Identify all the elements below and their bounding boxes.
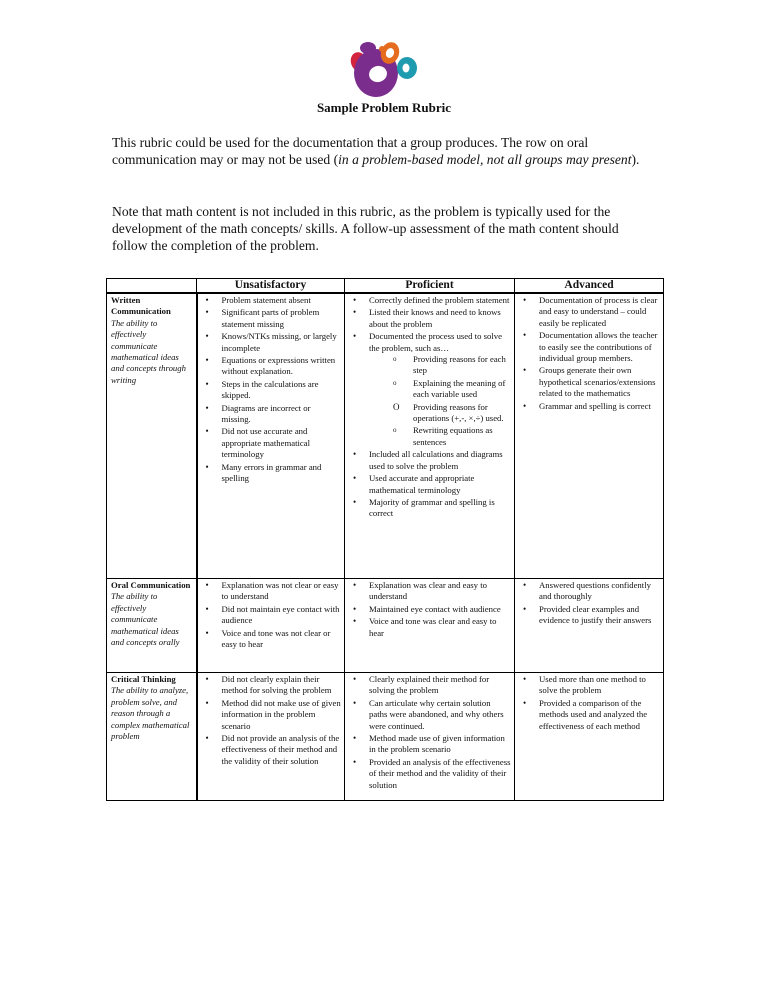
unsatisfactory-cell xyxy=(197,293,345,579)
rubric-bullet: • Steps in the calculations are skipped. xyxy=(200,379,342,402)
rubric-bullet: • Explanation was not clear or easy to understand xyxy=(200,580,342,603)
rubric-bullet: • Method made use of given information in the problem scenario xyxy=(347,733,511,756)
rubric-bullet: • Maintained eye contact with audience xyxy=(347,604,511,615)
rubric-row-written-communication xyxy=(107,293,664,579)
organization-logo xyxy=(350,40,422,98)
rubric-bullet: • Did not clearly explain their method for solving the problem xyxy=(200,674,342,697)
rubric-bullet: • Diagrams are incorrect or missing. xyxy=(200,403,342,426)
advanced-cell xyxy=(515,673,664,801)
proficient-cell xyxy=(345,673,515,801)
rubric-bullet: • Voice and tone was not clear or easy to hear xyxy=(200,628,342,651)
unsatisfactory-cell xyxy=(197,579,345,673)
sub-bullet: O Providing reasons for operations (+,-, ×,÷) used. xyxy=(369,402,511,425)
rubric-bullet: • Voice and tone was clear and easy to hear xyxy=(347,616,511,639)
rubric-bullet: • Groups generate their own hypothetical scenarios/extensions related to the mathematics xyxy=(517,365,660,399)
rubric-header-corner xyxy=(107,279,197,294)
intro-text-end: ). xyxy=(631,152,640,167)
advanced-cell xyxy=(515,293,664,579)
criterion-description: The ability to analyze, problem solve, and reason through a complex mathematical problem xyxy=(111,685,190,742)
rubric-row-critical-thinking xyxy=(107,673,664,801)
rubric-bullet: • Significant parts of problem statement missing xyxy=(200,307,342,330)
criterion-description: The ability to effectively communicate mathematical ideas and concepts through writing xyxy=(111,317,186,385)
sub-bullet: o Providing reasons for each step xyxy=(369,354,511,377)
rubric-bullet-text: • Documented the process used to solve the problem, such as… xyxy=(369,331,502,353)
advanced-cell xyxy=(515,579,664,673)
intro-italic-text: in a problem-based model, not all groups may present xyxy=(338,152,632,167)
criterion-name: Oral Communication xyxy=(111,580,191,590)
criterion-description: The ability to effectively communicate mathematical ideas and concepts orally xyxy=(111,591,180,648)
rubric-bullet: • Provided a comparison of the methods used and analyzed the effectiveness of each method xyxy=(517,698,660,732)
rubric-bullet: • Many errors in grammar and spelling xyxy=(200,462,342,485)
rubric-bullet: • Documentation of process is clear and easy to understand – could easily be replicated xyxy=(517,295,660,329)
rubric-table xyxy=(106,278,664,801)
rubric-bullet: • Did not maintain eye contact with audience xyxy=(200,604,342,627)
criterion-name: Critical Thinking xyxy=(111,674,176,684)
rubric-bullet: • Clearly explained their method for solving the problem xyxy=(347,674,511,697)
rubric-header-unsatisfactory: Unsatisfactory xyxy=(197,279,345,294)
rubric-bullet: • Included all calculations and diagrams used to solve the problem xyxy=(347,449,511,472)
rubric-bullet: • Documentation allows the teacher to easily see the contributions of individual group members. xyxy=(517,330,660,364)
rubric-bullet: • Did not use accurate and appropriate mathematical terminology xyxy=(200,426,342,460)
unsatisfactory-cell xyxy=(197,673,345,801)
rubric-bullet: • Problem statement absent xyxy=(200,295,342,306)
rubric-bullet: • Knows/NTKs missing, or largely incomplete xyxy=(200,331,342,354)
rubric-header-proficient: Proficient xyxy=(345,279,515,294)
sub-bullet: o Rewriting equations as sentences xyxy=(369,425,511,448)
criterion-cell xyxy=(107,673,197,801)
document-title: Sample Problem Rubric xyxy=(316,100,452,115)
sub-bullet: o Explaining the meaning of each variable used xyxy=(369,378,511,401)
rubric-bullet: • Equations or expressions written without explanation. xyxy=(200,355,342,378)
rubric-bullet: • Used accurate and appropriate mathematical terminology xyxy=(347,473,511,496)
criterion-cell xyxy=(107,293,197,579)
rubric-bullet: • Did not provide an analysis of the effectiveness of their method and the validity of their solution xyxy=(200,733,342,767)
rubric-bullet: • Listed their knows and need to knows about the problem xyxy=(347,307,511,330)
rubric-bullet: • Grammar and spelling is correct xyxy=(517,401,660,412)
sub-list xyxy=(369,354,511,448)
rubric-row-oral-communication xyxy=(107,579,664,673)
rubric-bullet: • Method did not make use of given information in the problem scenario xyxy=(200,698,342,732)
rubric-bullet: • Answered questions confidently and thoroughly xyxy=(517,580,660,603)
rubric-bullet: • Used more than one method to solve the problem xyxy=(517,674,660,697)
rubric-bullet: • Can articulate why certain solution paths were abandoned, and why others were continued. xyxy=(347,698,511,732)
criterion-cell xyxy=(107,579,197,673)
rubric-bullet: • Provided clear examples and evidence to justify their answers xyxy=(517,604,660,627)
rubric-header-advanced: Advanced xyxy=(515,279,664,294)
rubric-bullet-with-subitems xyxy=(347,331,511,448)
intro-paragraph-1 xyxy=(112,134,652,168)
intro-text: This rubric could be used for the documentation that a group produces. The row on oral communication may or may not be used ( xyxy=(112,135,589,167)
criterion-name: Written Communication xyxy=(111,295,171,317)
rubric-bullet: • Correctly defined the problem statement xyxy=(347,295,511,306)
proficient-cell xyxy=(345,579,515,673)
rubric-bullet: • Majority of grammar and spelling is correct xyxy=(347,497,511,520)
intro-paragraph-2: Note that math content is not included in this rubric, as the problem is typically used for the development of the math concepts/ skills. A follow-up assessment of the math content should follow the completion of the problem. xyxy=(112,204,619,253)
proficient-cell xyxy=(345,293,515,579)
rubric-bullet: • Provided an analysis of the effectiveness of their method and the validity of their solution xyxy=(347,757,511,791)
rubric-bullet: • Explanation was clear and easy to understand xyxy=(347,580,511,603)
rubric-header-row xyxy=(107,279,664,294)
